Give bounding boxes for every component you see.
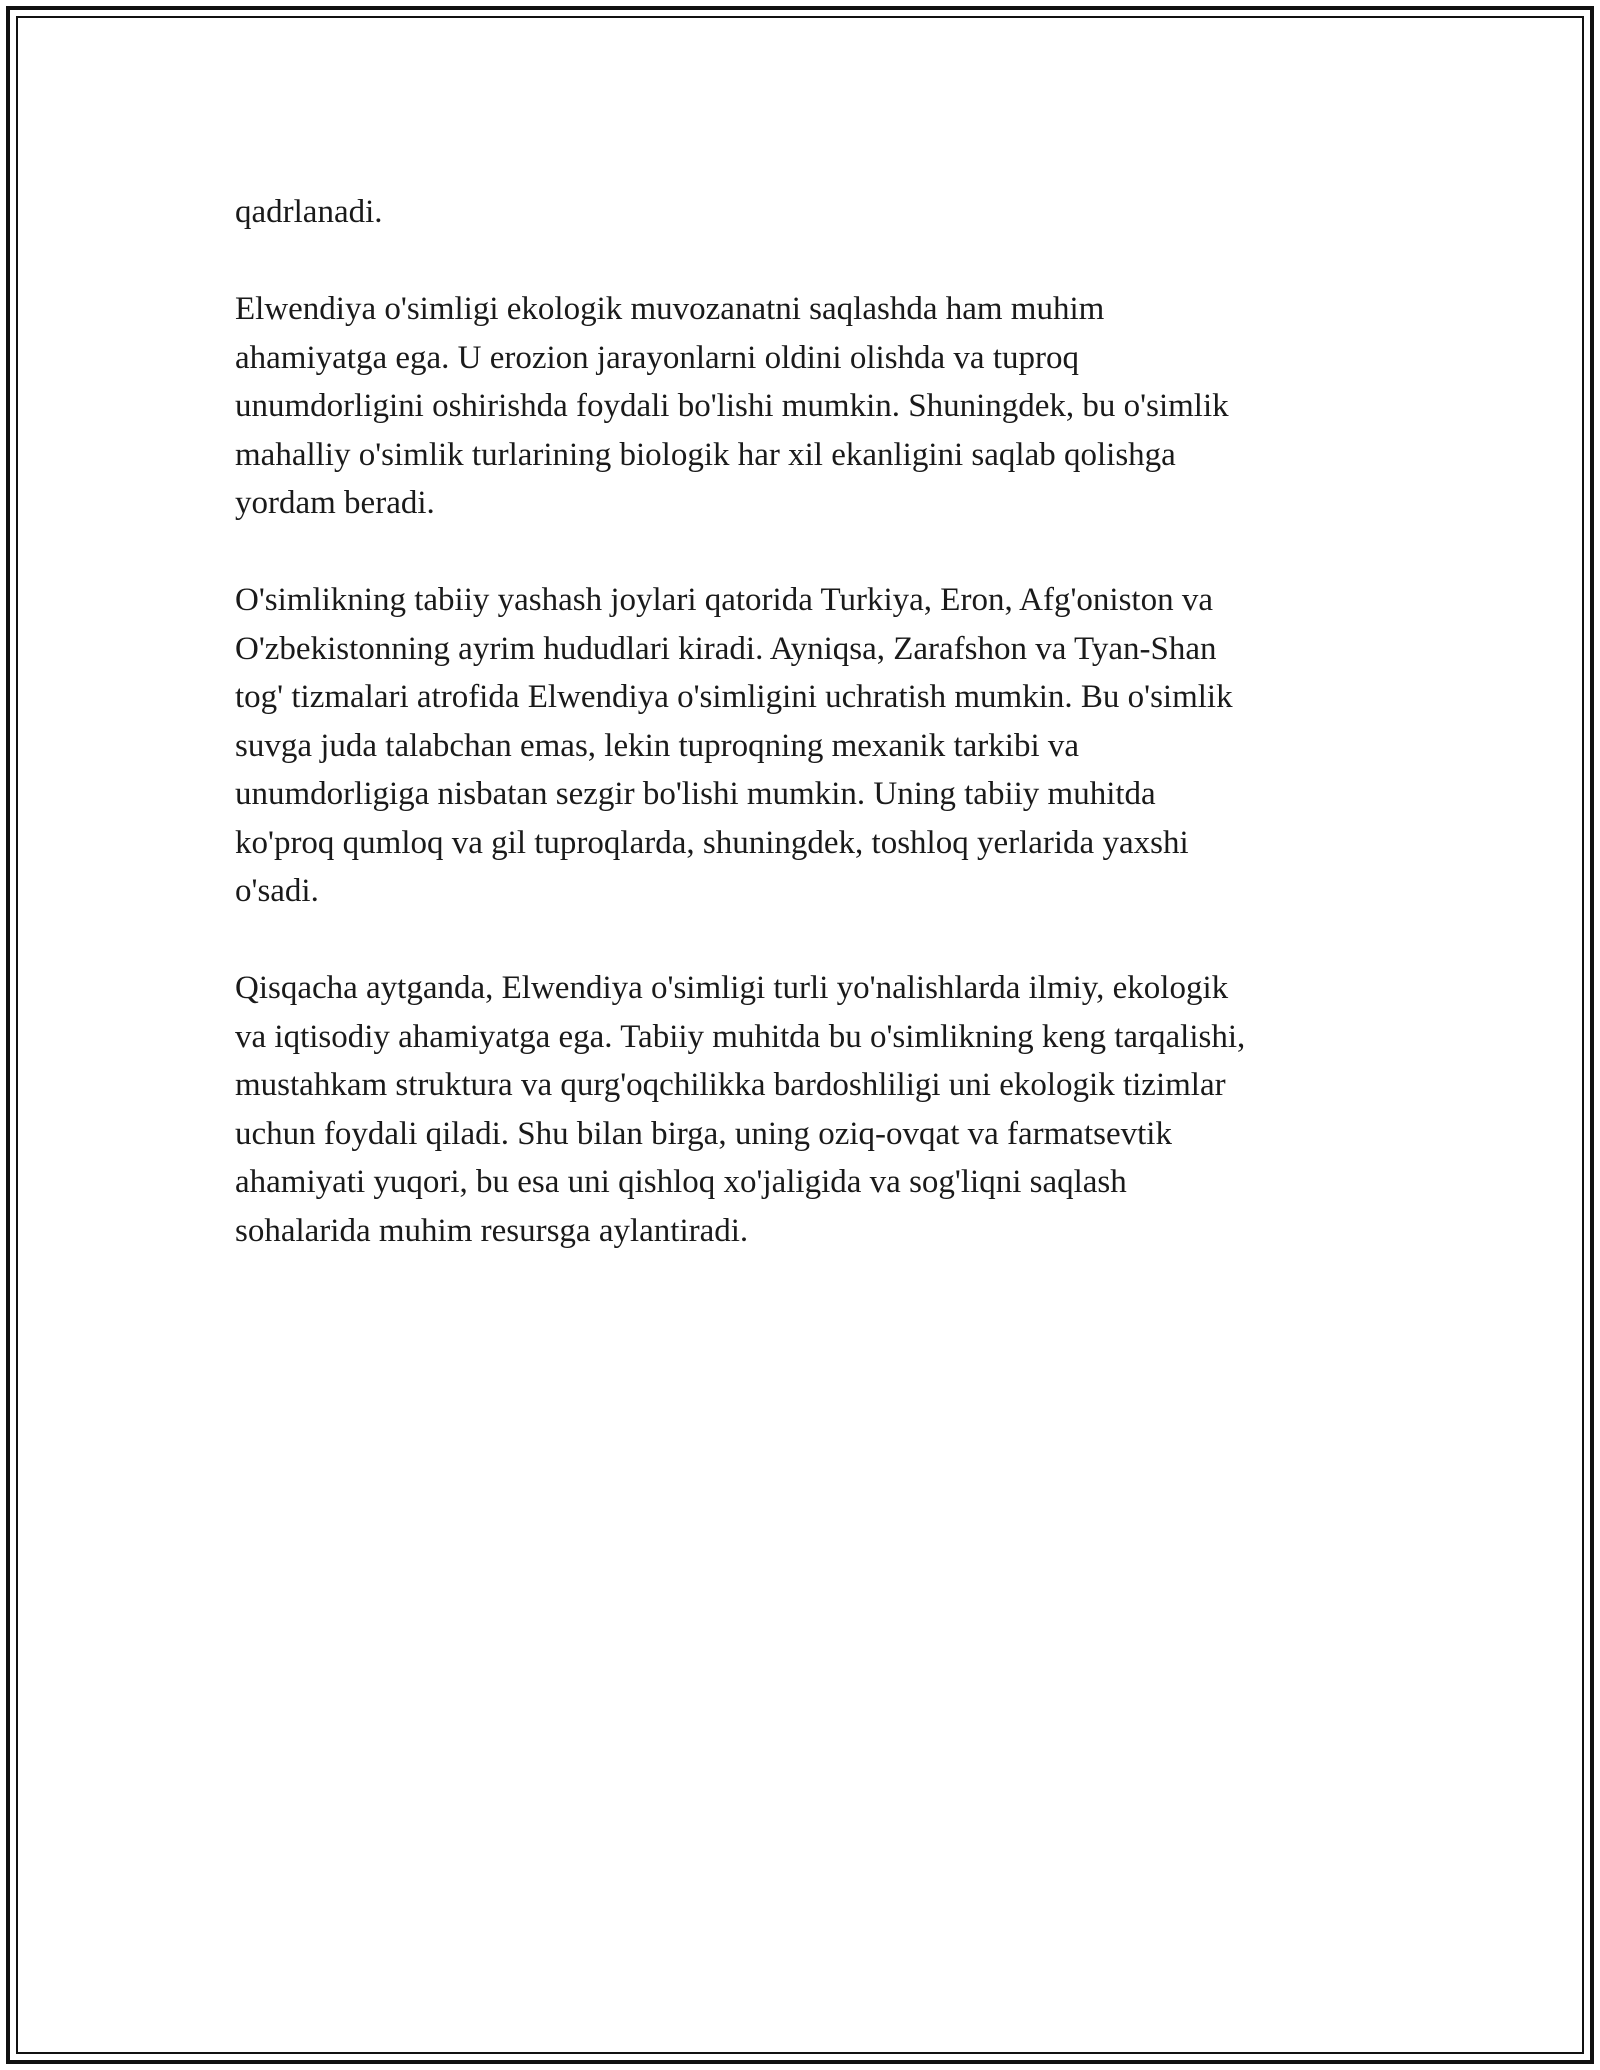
paragraph-summary: Qisqacha aytganda, Elwendiya o'simligi turli yo'nalishlarda ilmiy, ekologik va iqtisodiy ahamiyatga ega. Tabiiy muhitda bu o'simlikning keng tarqalishi, mustahkam struktura va qurg'oqchilikka bardoshliligi uni ekologik tizimlar uchun foydali qiladi. Shu bilan birga, uning oziq-ovqat va farmatsevtik ahamiyati yuqori, bu esa uni qishloq xo'jaligida va sog'liqni saqlash sohalarida muhim resursga aylantiradi. <box>235 970 1246 1249</box>
document-body <box>235 188 1385 1304</box>
paragraph-continuation: qadrlanadi. <box>235 194 383 230</box>
paragraph-ecological-balance: Elwendiya o'simligi ekologik muvozanatni saqlashda ham muhim ahamiyatga ega. U erozion jarayonlarni oldini olishda va tuproq unumdorligini oshirishda foydali bo'lishi mumkin. Shuningdek, bu o'simlik mahalliy o'simlik turlarining biologik har xil ekanligini saqlab qolishga yordam beradi. <box>235 291 1229 521</box>
paragraph-natural-habitat: O'simlikning tabiiy yashash joylari qatorida Turkiya, Eron, Afg'oniston va O'zbekistonning ayrim hududlari kiradi. Ayniqsa, Zarafshon va Tyan-Shan tog' tizmalari atrofida Elwendiya o'simligini uchratish mumkin. Bu o'simlik suvga juda talabchan emas, lekin tuproqning mexanik tarkibi va unumdorligiga nisbatan sezgir bo'lishi mumkin. Uning tabiiy muhitda ko'proq qumloq va gil tuproqlarda, shuningdek, toshloq yerlarida yaxshi o'sadi. <box>235 582 1233 909</box>
